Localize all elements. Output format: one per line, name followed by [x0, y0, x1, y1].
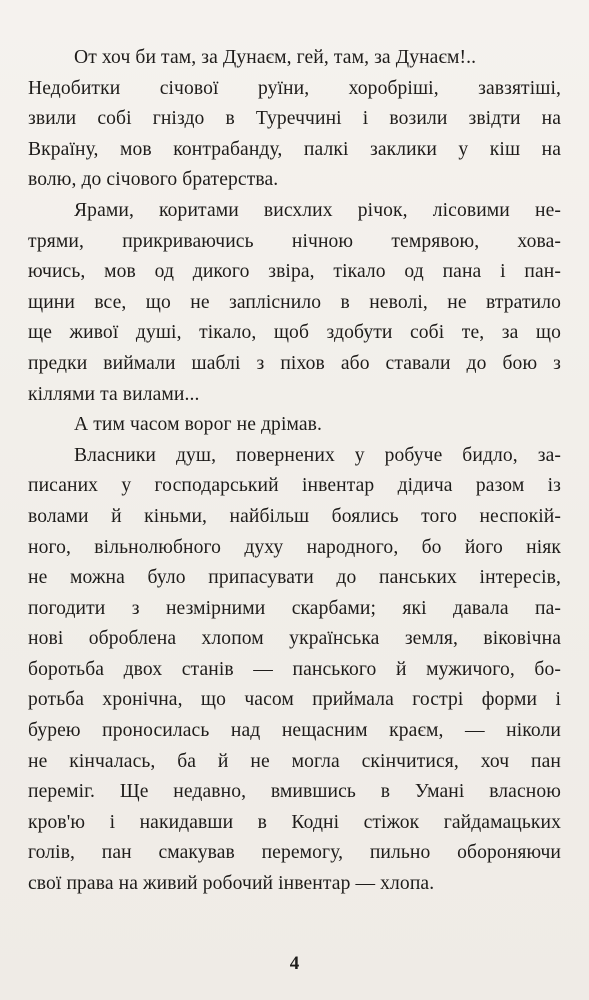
text-line: Власники душ, повернених у робуче бидло, за-: [74, 444, 561, 466]
text-line: ще живої душі, тікало, щоб здобути собі те, за що: [28, 322, 561, 344]
text-line: бурею проносилась над нещасним краєм, — ніколи: [28, 720, 561, 742]
text-line: не кінчалась, ба й не могла скінчитися, хоч пан: [28, 750, 561, 772]
text-line: ного, вільнолюбного духу народного, бо його ніяк: [28, 536, 561, 558]
text-line: кров'ю і накидавши в Кодні стіжок гайдамацьких: [28, 811, 561, 833]
page-number: 4: [289, 953, 300, 974]
text-line: писаних у господарський інвентар дідича разом із: [28, 475, 561, 497]
text-line: Ярами, коритами висхлих річок, лісовими не-: [74, 199, 561, 221]
page-body-text: [28, 43, 561, 900]
text-line: голів, пан смакував перемогу, пильно обороняючи: [28, 842, 561, 864]
text-line: боротьба двох станів — панського й мужичого, бо-: [28, 658, 561, 680]
text-line: кіллями та вилами...: [28, 383, 200, 405]
text-line: не можна було припасувати до панських інтересів,: [28, 567, 561, 589]
text-line: А тим часом ворог не дрімав.: [74, 414, 323, 436]
text-line: От хоч би там, за Дунаєм, гей, там, за Дунаєм!..: [74, 47, 477, 68]
text-line: погодити з незмірними скарбами; які давала па-: [28, 597, 561, 619]
text-line: переміг. Ще недавно, вмившись в Умані власною: [28, 781, 561, 803]
text-line: нові оброблена хлопом українська земля, віковічна: [28, 628, 561, 650]
text-line: щини все, що не запліснило в неволі, не втратило: [28, 291, 561, 313]
text-line: волами й кіньми, найбільш боялись того неспокій-: [28, 505, 561, 527]
text-line: ротьба хронічна, що часом приймала гострі форми і: [28, 689, 561, 711]
text-line: свої права на живий робочий інвентар — хлопа.: [28, 873, 435, 895]
text-line: волю, до січового братерства.: [28, 169, 279, 191]
text-line: Недобитки січової руїни, хоробріші, завзятіші,: [28, 77, 561, 99]
text-line: трями, прикриваючись нічною темрявою, хова-: [28, 230, 561, 252]
text-line: ючись, мов од дикого звіра, тікало од пана і пан-: [28, 261, 561, 283]
text-line: Вкраїну, мов контрабанду, палкі заклики у кіш на: [28, 138, 561, 160]
text-line: звили собі гніздо в Туреччині і возили звідти на: [28, 108, 561, 130]
text-line: предки виймали шаблі з піхов або ставали до бою з: [28, 352, 561, 374]
